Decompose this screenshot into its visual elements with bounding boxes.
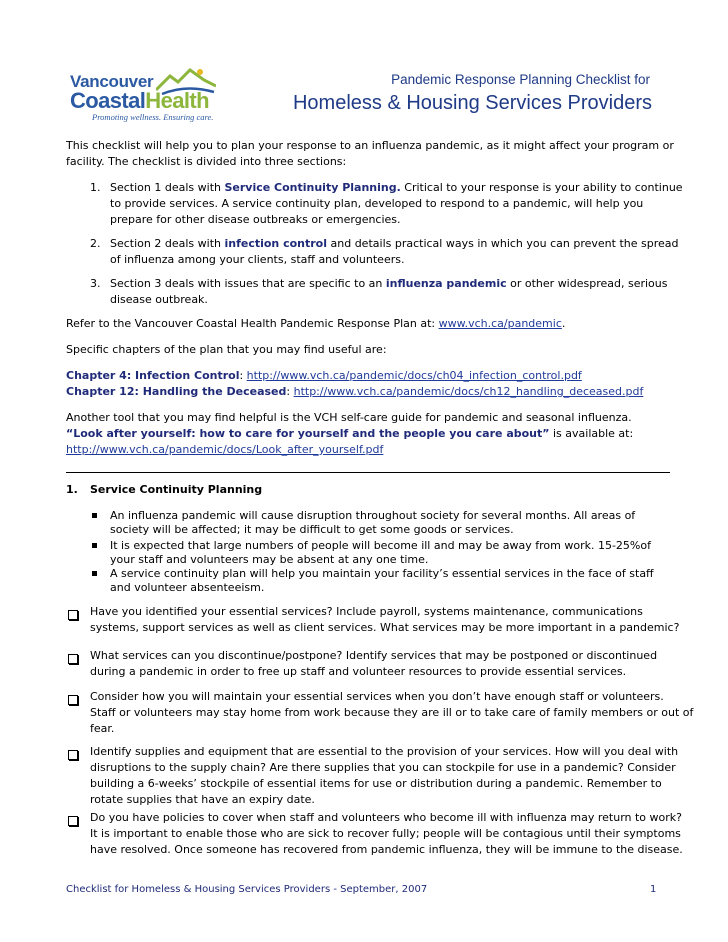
list-text: Section 2 deals with xyxy=(110,237,225,250)
list-item-3-line2: disease outbreak. xyxy=(110,293,208,306)
list-text: Critical to your response is your ability to continue xyxy=(400,181,683,194)
vch-logo xyxy=(70,66,240,126)
chapter-sep: : xyxy=(286,385,294,398)
doc-title-line2: Homeless & Housing Services Providers xyxy=(292,92,652,114)
check-2-line1: What services can you discontinue/postpone? Identify services that may be postponed or discontinued xyxy=(90,649,658,662)
bullet-icon xyxy=(92,571,97,576)
guide-link-line xyxy=(66,442,383,458)
list-text: and details practical ways in which you can prevent the spread xyxy=(327,237,679,250)
bullet-3-line2: and volunteer absenteeism. xyxy=(110,581,265,594)
list-item-number: 1. xyxy=(90,181,101,194)
logo-line1: Vancouver xyxy=(70,72,154,91)
section-1-number: 1. xyxy=(66,483,78,496)
check-3-line2: Staff or volunteers may stay home from work because they are ill or to take care of family members or out of xyxy=(90,706,694,719)
intro-line1: This checklist will help you to plan your response to an influenza pandemic, as it might affect your program or xyxy=(66,139,674,152)
chapter-4-line xyxy=(66,368,582,384)
refer-end: . xyxy=(561,317,566,330)
list-item-3-line1 xyxy=(110,276,667,292)
list-item-2-line2: of influenza among your clients, staff and volunteers. xyxy=(110,253,405,266)
list-text: Section 3 deals with issues that are specific to an xyxy=(110,277,386,290)
chapter-12-link[interactable]: http://www.vch.ca/pandemic/docs/ch12_handling_deceased.pdf xyxy=(293,385,644,398)
check-4-line3: building a 6-weeks’ stockpile of essential items for use or distribution during a pandemic. Remember to xyxy=(90,777,662,790)
bullet-1-line2: society will be affected; it may be difficult to get some goods or services. xyxy=(110,523,514,536)
refer-text: Refer to the Vancouver Coastal Health Pandemic Response Plan at: xyxy=(66,317,439,330)
checkbox-icon[interactable] xyxy=(68,695,78,705)
check-5-line2: It is important to enable those who are sick to recover fully; people will be contagious until their symptoms xyxy=(90,827,681,840)
checkbox-icon[interactable] xyxy=(68,654,78,664)
check-2-line2: during a pandemic in order to free up staff and volunteer resources to provide essential services. xyxy=(90,665,627,678)
pandemic-plan-link[interactable]: www.vch.ca/pandemic xyxy=(438,317,562,330)
list-item-2-line1 xyxy=(110,236,678,252)
footer-text: Checklist for Homeless & Housing Services Providers - September, 2007 xyxy=(66,884,428,895)
guide-title: “Look after yourself: how to care for yourself and the people you care about” xyxy=(66,427,550,440)
check-4-line4: rotate supplies that have an expiry date. xyxy=(90,793,315,806)
doc-title-line1: Pandemic Response Planning Checklist for xyxy=(391,72,650,87)
section-1-title: Service Continuity Planning xyxy=(90,483,263,496)
list-item-1-line3: prepare for other disease outbreaks or emergencies. xyxy=(110,213,401,226)
list-item-1-line1 xyxy=(110,180,683,196)
refer-paragraph xyxy=(66,316,565,332)
list-emphasis: influenza pandemic xyxy=(385,277,507,290)
check-3-line3: fear. xyxy=(90,722,115,735)
self-care-guide-link[interactable]: http://www.vch.ca/pandemic/docs/Look_after_yourself.pdf xyxy=(66,443,384,456)
list-text: or other widespread, serious xyxy=(506,277,668,290)
bullet-2-line1: It is expected that large numbers of people will become ill and may be away from work. 15-25%of xyxy=(110,539,651,552)
check-3-line1: Consider how you will maintain your essential services when you don’t have enough staff or volunteers. xyxy=(90,690,664,703)
check-1-line2: systems, support services as well as client services. What services may be more important in a pandemic? xyxy=(90,621,680,634)
chapter-label: Chapter 4: Infection Control xyxy=(66,369,240,382)
check-5-line1: Do you have policies to cover when staff and volunteers who become ill with influenza may return to work? xyxy=(90,811,682,824)
check-4-line2: disruptions to the supply chain? Are there supplies that you can stockpile for use in a pandemic? Consider xyxy=(90,761,676,774)
bullet-icon xyxy=(92,543,97,548)
chapter-4-link[interactable]: http://www.vch.ca/pandemic/docs/ch04_infection_control.pdf xyxy=(246,369,582,382)
list-text: Section 1 deals with xyxy=(110,181,225,194)
list-item-number: 2. xyxy=(90,237,101,250)
chapter-label: Chapter 12: Handling the Deceased xyxy=(66,385,287,398)
guide-after: is available at: xyxy=(549,427,634,440)
chapter-12-line xyxy=(66,384,643,400)
page-number: 1 xyxy=(650,884,657,895)
bullet-2-line2: your staff and volunteers may be absent at any one time. xyxy=(110,553,429,566)
bullet-icon xyxy=(92,513,97,518)
logo-coastal: Coastal xyxy=(70,88,146,113)
checkbox-icon[interactable] xyxy=(68,610,78,620)
list-emphasis: infection control xyxy=(224,237,328,250)
logo-tagline: Promoting wellness. Ensuring care. xyxy=(92,112,214,122)
check-4-line1: Identify supplies and equipment that are essential to the provision of your services. How will you deal with xyxy=(90,745,679,758)
checkbox-icon[interactable] xyxy=(68,750,78,760)
chapter-sep: : xyxy=(239,369,247,382)
intro-line2: facility. The checklist is divided into three sections: xyxy=(66,155,347,168)
bullet-3-line1: A service continuity plan will help you maintain your facility’s essential services in the face of staff xyxy=(110,567,654,580)
section-divider xyxy=(66,472,670,473)
another-tool-line1: Another tool that you may find helpful is the VCH self-care guide for pandemic and seasonal influenza. xyxy=(66,411,632,424)
list-item-1-line2: to provide services. A service continuity plan, developed to respond to a pandemic, will help you xyxy=(110,197,644,210)
specific-chapters-text: Specific chapters of the plan that you may find useful are: xyxy=(66,343,387,356)
logo-line2 xyxy=(70,88,209,114)
list-emphasis: Service Continuity Planning. xyxy=(224,181,401,194)
check-5-line3: have resolved. Once someone has recovered from pandemic influenza, they will be immune to the disease. xyxy=(90,843,683,856)
list-item-number: 3. xyxy=(90,277,101,290)
another-tool-line2 xyxy=(66,426,633,442)
check-1-line1: Have you identified your essential services? Include payroll, systems maintenance, communications xyxy=(90,605,643,618)
logo-health: Health xyxy=(145,88,209,113)
checkbox-icon[interactable] xyxy=(68,816,78,826)
bullet-1-line1: An influenza pandemic will cause disruption throughout society for several months. All areas of xyxy=(110,509,636,522)
